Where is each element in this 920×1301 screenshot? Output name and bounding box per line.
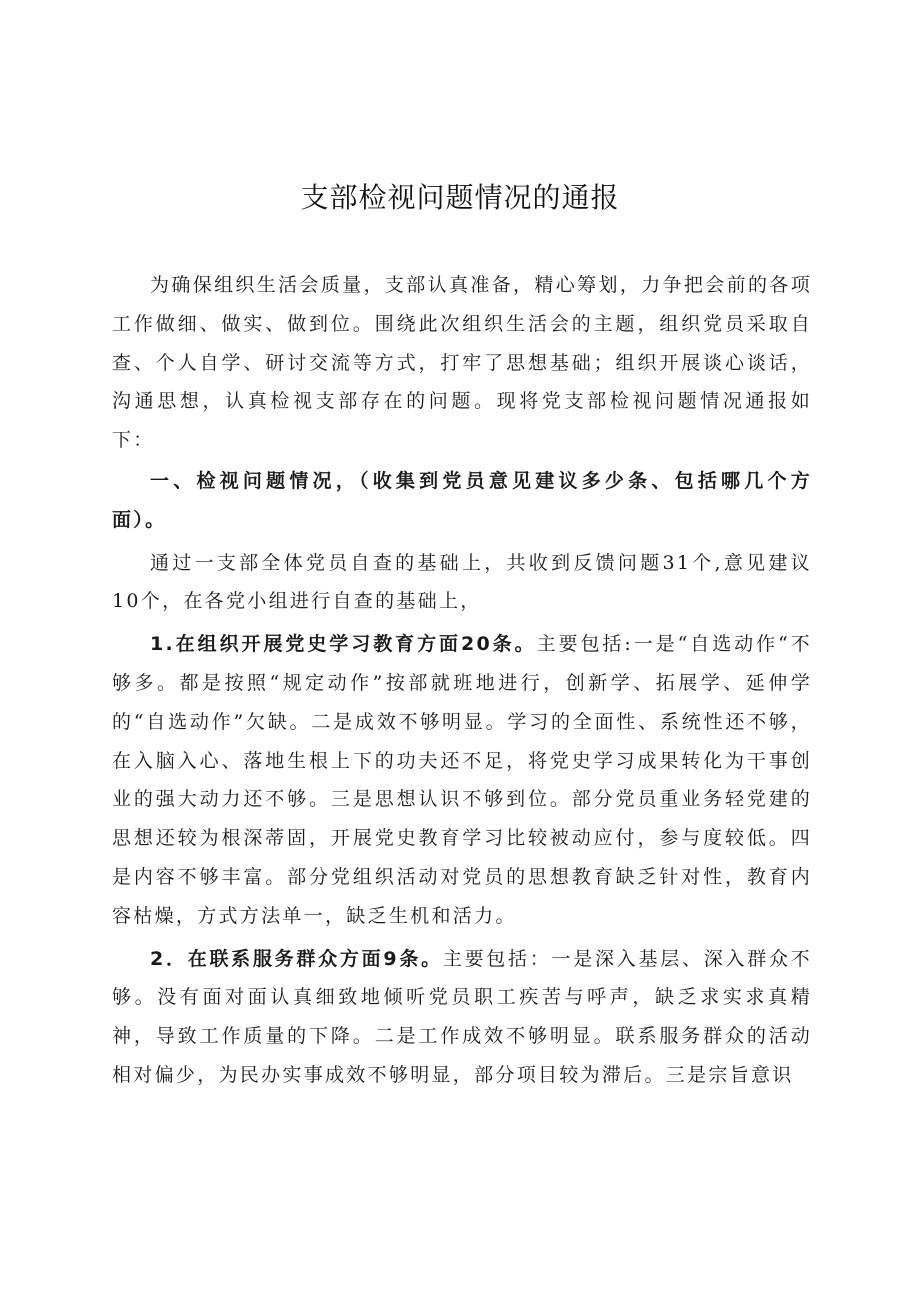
section-1-heading: 一、检视问题情况，（收集到党员意见建议多少条、包括哪几个方面）。 [112, 469, 812, 531]
item-1-paragraph [112, 625, 812, 935]
document-body [112, 266, 812, 1095]
item-1-text: 主要包括:一是“自选动作“不够多。都是按照“规定动作”按部就班地进行，创新学、拓展学、延伸学的“自选动作”欠缺。二是成效不够明显。学习的全面性、系统性还不够，在入脑入心、落地生根上下的功夫还不足，将党史学习成果转化为干事创业的强大动力还不够。三是思想认识不够到位。部分党员重业务轻党建的思想还较为根深蒂固，开展党史教育学习比较被动应付，参与度较低。四是内容不够丰富。部分党组织活动对党员的思想教育缺乏针对性，教育内容枯燥，方式方法单一，缺乏生机和活力。 [112, 633, 812, 927]
item-2-paragraph [112, 940, 812, 1095]
document-title: 支部检视问题情况的通报 [300, 181, 620, 214]
item-1-lead: 1.在组织开展党史学习教育方面20条。 [150, 633, 537, 656]
item-2-lead: 2．在联系服务群众方面9条。 [150, 947, 443, 970]
summary-paragraph: 通过一支部全体党员自查的基础上，共收到反馈问题31个,意见建议10个，在各党小组进行自查的基础上， [112, 551, 812, 613]
item-2-text: 主要包括：一是深入基层、深入群众不够。没有面对面认真细致地倾听党员职工疾苦与呼声，缺乏求实求真精神，导致工作质量的下降。二是工作成效不够明显。联系服务群众的活动相对偏少，为民办实事成效不够明显，部分项目较为滞后。三是宗旨意识 [112, 947, 812, 1086]
intro-paragraph: 为确保组织生活会质量，支部认真准备，精心筹划，力争把会前的各项工作做细、做实、做到位。围绕此次组织生活会的主题，组织党员采取自查、个人自学、研讨交流等方式，打牢了思想基础；组织开展谈心谈话，沟通思想，认真检视支部存在的问题。现将党支部检视问题情况通报如下： [112, 274, 812, 452]
